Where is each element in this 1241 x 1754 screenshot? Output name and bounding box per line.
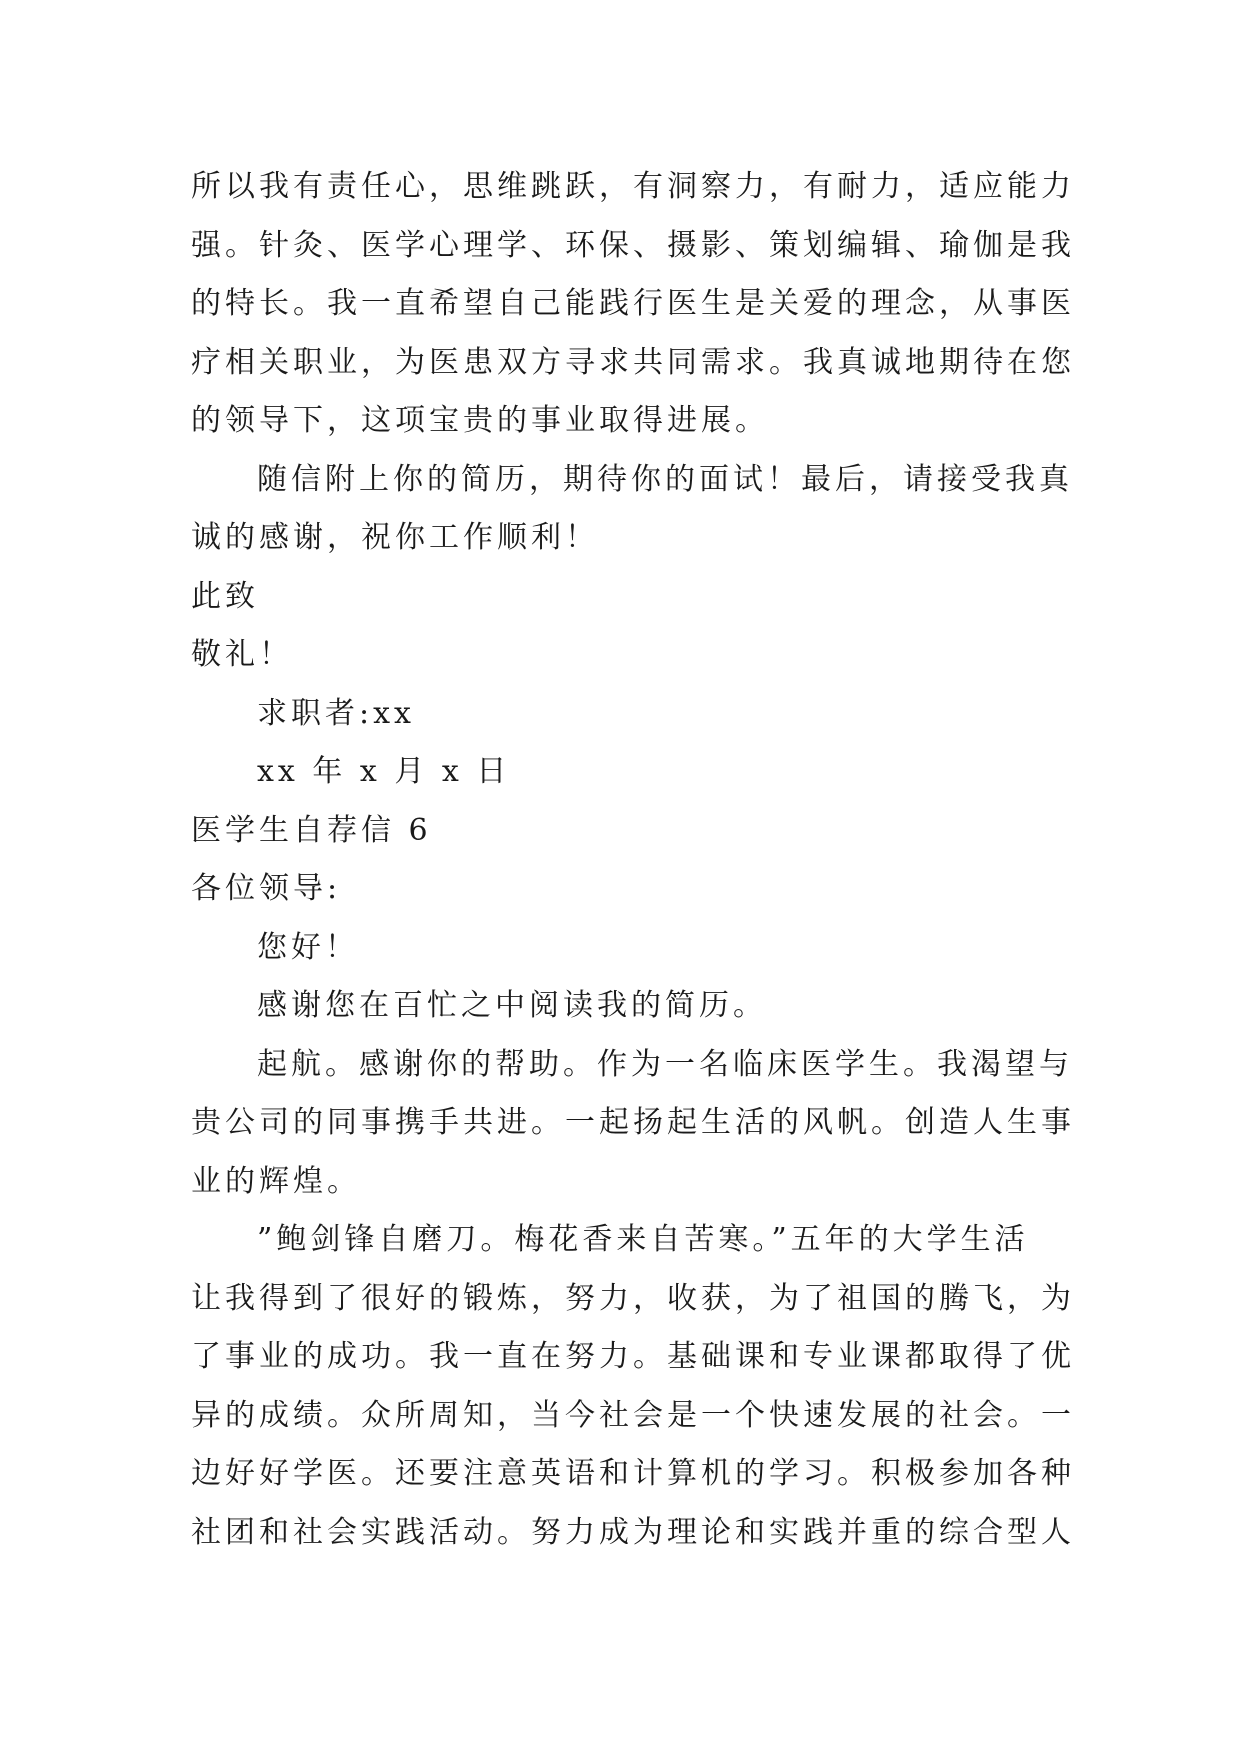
section-title: 医学生自荐信 6: [191, 812, 432, 848]
text-line: 社团和社会实践活动。努力成为理论和实践并重的综合型人: [191, 1514, 1075, 1550]
salutation-line: 敬礼！: [191, 637, 293, 672]
signature-line: 求职者:xx: [257, 695, 415, 731]
text-line: 让我得到了很好的锻炼，努力，收获，为了祖国的腾飞，为: [191, 1280, 1075, 1316]
text-line: ”鲍剑锋自磨刀。梅花香来自苦寒。”五年的大学生活: [257, 1222, 1029, 1257]
text-line: 的领导下，这项宝贵的事业取得进展。: [191, 403, 769, 438]
text-line: 边好好学医。还要注意英语和计算机的学习。积极参加各种: [191, 1456, 1075, 1491]
text-line: 您好！: [257, 929, 359, 965]
text-line: 所以我有责任心，思维跳跃，有洞察力，有耐力，适应能力: [191, 169, 1075, 204]
date-line: xx 年 x 月 x 日: [257, 754, 511, 789]
text-line: 强。针灸、医学心理学、环保、摄影、策划编辑、瑜伽是我: [191, 227, 1075, 263]
text-line: 诚的感谢，祝你工作顺利！: [191, 520, 599, 555]
text-line: 业的辉煌。: [191, 1163, 361, 1199]
text-line: 起航。感谢你的帮助。作为一名临床医学生。我渴望与: [257, 1046, 1073, 1082]
text-line: 异的成绩。众所周知，当今社会是一个快速发展的社会。一: [191, 1397, 1075, 1433]
text-line: 贵公司的同事携手共进。一起扬起生活的风帆。创造人生事: [191, 1105, 1075, 1140]
text-line: 了事业的成功。我一直在努力。基础课和专业课都取得了优: [191, 1339, 1075, 1374]
letter-body: [191, 158, 1075, 1562]
text-line: 疗相关职业，为医患双方寻求共同需求。我真诚地期待在您: [191, 344, 1075, 380]
closing-line: 此致: [191, 578, 259, 614]
text-line: 的特长。我一直希望自己能践行医生是关爱的理念，从事医: [191, 286, 1075, 321]
text-line: 随信附上你的简历，期待你的面试！最后，请接受我真: [257, 461, 1073, 497]
greeting-line: 各位领导:: [191, 871, 342, 906]
text-line: 感谢您在百忙之中阅读我的简历。: [257, 988, 767, 1023]
